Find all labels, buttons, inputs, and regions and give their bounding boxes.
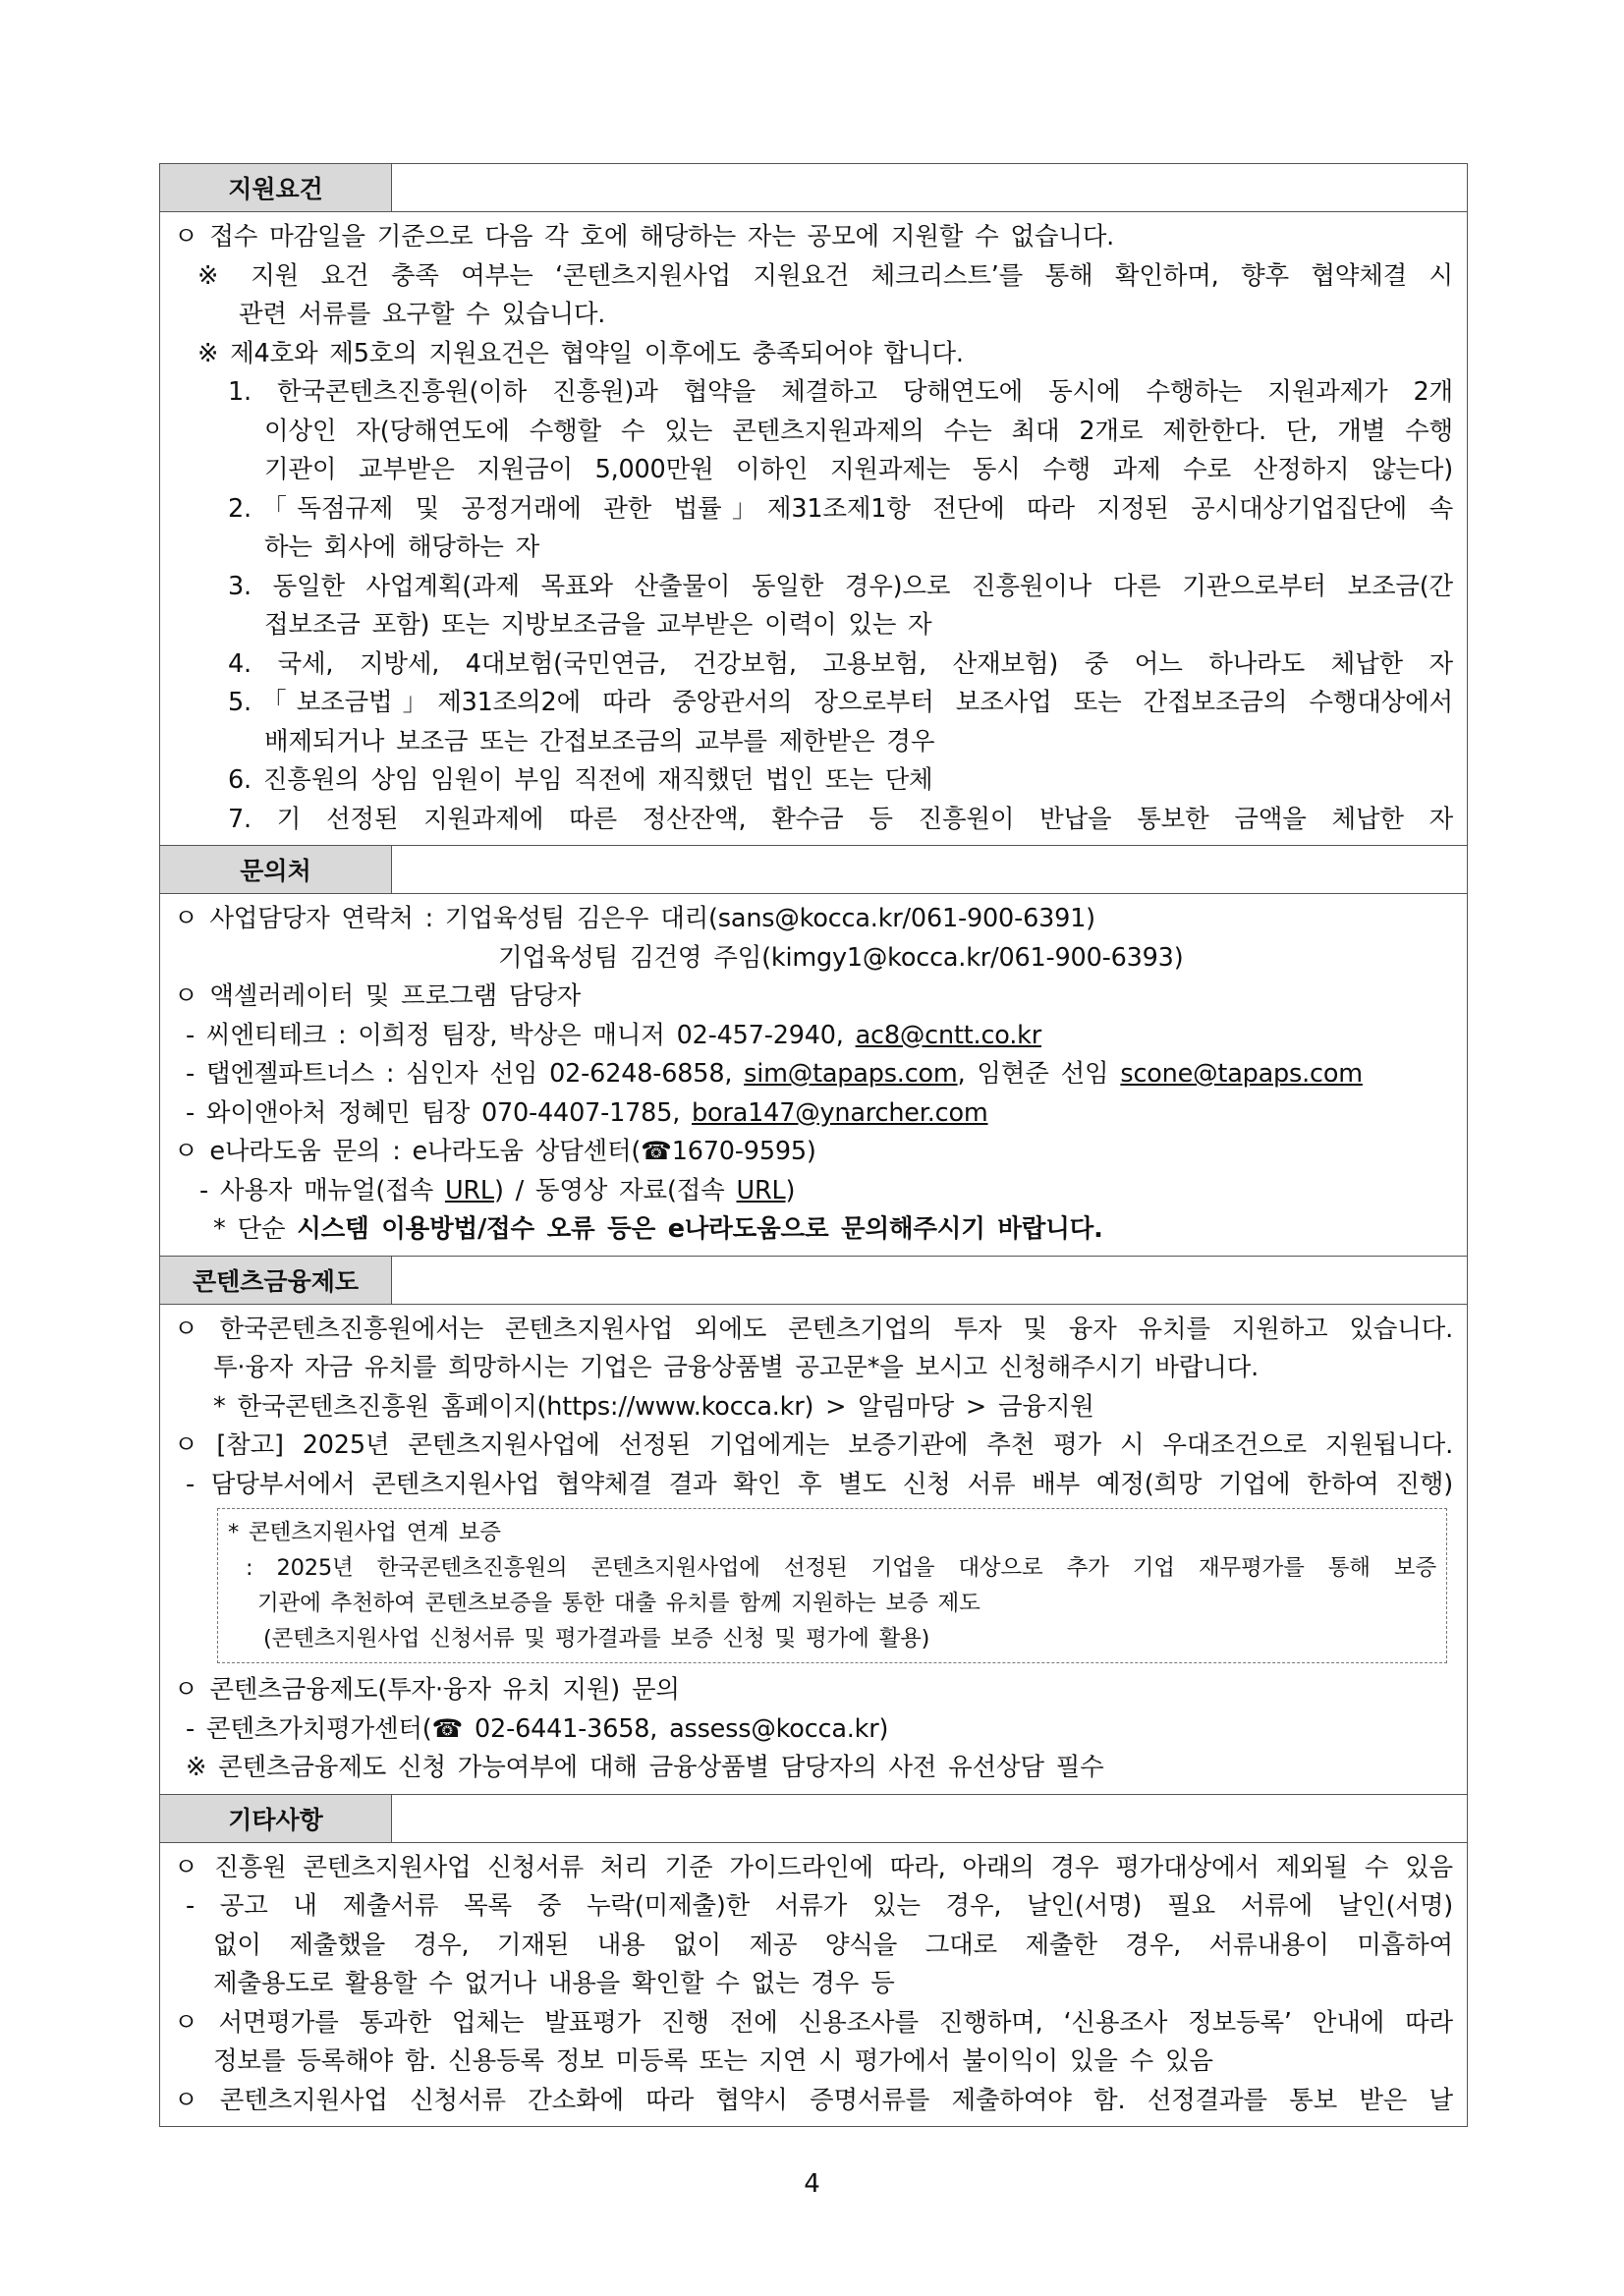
text-line: 하는 회사에 해당하는 자 — [264, 532, 540, 562]
video-url-link[interactable]: URL — [736, 1175, 786, 1205]
section-body-etc — [160, 1843, 1467, 2127]
text-line: 4. 국세, 지방세, 4대보험(국민연금, 건강보험, 고용보험, 산재보험) 중 어느 하나라도 체납한 자 — [228, 648, 1453, 679]
text-line: * 콘텐츠지원사업 연계 보증 — [228, 1520, 501, 1545]
text-line: ※ 제4호와 제5호의 지원요건은 협약일 이후에도 충족되어야 합니다. — [197, 338, 964, 368]
text-line: ㅇ 한국콘텐츠진흥원에서는 콘텐츠지원사업 외에도 콘텐츠기업의 투자 및 융자 유치를 지원하고 있습니다. — [174, 1314, 1453, 1344]
section-body-eligibility — [160, 212, 1467, 845]
email-link[interactable]: scone@tapaps.com — [1120, 1059, 1363, 1089]
section-header-contact — [160, 845, 1467, 894]
text-line: ㅇ 콘텐츠지원사업 신청서류 간소화에 따라 협약시 증명서류를 제출하여야 함. 선정결과를 통보 받은 날 — [174, 2085, 1453, 2115]
section-header-eligibility — [160, 164, 1467, 212]
text-line: 2.「독점규제 및 공정거래에 관한 법률」제31조제1항 전단에 따라 지정된 공시대상기업집단에 속 — [228, 493, 1453, 524]
text-line: ㅇ 접수 마감일을 기준으로 다음 각 호에 해당하는 자는 공모에 지원할 수 없습니다. — [174, 222, 1115, 252]
text-line: 관련 서류를 요구할 수 있습니다. — [239, 300, 606, 329]
text-line: 3. 동일한 사업계획(과제 목표와 산출물이 동일한 경우)으로 진흥원이나 다른 기관으로부터 보조금(간 — [228, 571, 1453, 601]
text-line: - 공고 내 제출서류 목록 중 누락(미제출)한 서류가 있는 경우, 날인(서명) 필요 서류에 날인(서명) — [186, 1891, 1453, 1921]
text-line: - 콘텐츠가치평가센터(☎ 02-6441-3658, assess@kocca.kr) — [186, 1713, 889, 1744]
text-line: 정보를 등록해야 함. 신용등록 정보 미등록 또는 지연 시 평가에서 불이익이 있을 수 있음 — [213, 2046, 1213, 2076]
text-line: 기업육성팀 김건영 주임(kimgy1@kocca.kr/061-900-6393) — [498, 942, 1184, 973]
section-title-etc: 기타사항 — [160, 1795, 392, 1842]
section-header-finance — [160, 1256, 1467, 1305]
email-link[interactable]: sim@tapaps.com — [744, 1059, 958, 1089]
text-line: 접보조금 포함) 또는 지방보조금을 교부받은 이력이 있는 자 — [264, 610, 932, 640]
section-title-eligibility: 지원요건 — [160, 164, 392, 211]
text-line: (콘텐츠지원사업 신청서류 및 평가결과를 보증 신청 및 평가에 활용) — [263, 1626, 930, 1652]
text-line: 제출용도로 활용할 수 없거나 내용을 확인할 수 없는 경우 등 — [213, 1969, 895, 1998]
text-line: 투·융자 자금 유치를 희망하시는 기업은 금융상품별 공고문*을 보시고 신청해주시기 바랍니다. — [213, 1353, 1259, 1382]
text-line: - 와이앤아처 정혜민 팀장 070-4407-1785, bora147@ynarcher.com — [186, 1097, 988, 1128]
manual-url-link[interactable]: URL — [444, 1175, 494, 1205]
text-line: 기관에 추천하여 콘텐츠보증을 통한 대출 유치를 함께 지원하는 보증 제도 — [257, 1591, 980, 1616]
text-line: 5.「보조금법」제31조의2에 따라 중앙관서의 장으로부터 보조사업 또는 간접보조금의 수행대상에서 — [228, 688, 1453, 717]
guarantee-note-box — [217, 1508, 1447, 1663]
text-line: * 한국콘텐츠진흥원 홈페이지(https://www.kocca.kr) > 알림마당 > 금융지원 — [213, 1391, 1094, 1422]
section-body-finance — [160, 1305, 1467, 1794]
text-line: - 씨엔티테크 : 이희정 팀장, 박상은 매니저 02-457-2940, ac8@cntt.co.kr — [186, 1020, 1041, 1050]
text-line: 6. 진흥원의 상임 임원이 부임 직전에 재직했던 법인 또는 단체 — [228, 765, 933, 795]
section-header-etc — [160, 1794, 1467, 1843]
text-line: ㅇ 진흥원 콘텐츠지원사업 신청서류 처리 기준 가이드라인에 따라, 아래의 경우 평가대상에서 제외될 수 있음 — [174, 1852, 1453, 1882]
text-line: ㅇ 액셀러레이터 및 프로그램 담당자 — [174, 981, 582, 1011]
text-line: ㅇ 사업담당자 연락처 : 기업육성팀 김은우 대리(sans@kocca.kr/061-900-6391) — [174, 904, 1095, 933]
section-title-finance: 콘텐츠금융제도 — [160, 1257, 392, 1304]
text-line: 배제되거나 보조금 또는 간접보조금의 교부를 제한받은 경우 — [264, 726, 935, 756]
text-line: ※ 지원 요건 충족 여부는 ‘콘텐츠지원사업 지원요건 체크리스트’를 통해 확인하며, 향후 협약체결 시 — [197, 260, 1453, 291]
text-line: ㅇ e나라도움 문의 : e나라도움 상담센터(☎1670-9595) — [174, 1137, 816, 1166]
text-line: - 담당부서에서 콘텐츠지원사업 협약체결 결과 확인 후 별도 신청 서류 배부 예정(희망 기업에 한하여 진행) — [186, 1469, 1453, 1499]
text-line: ㅇ [참고] 2025년 콘텐츠지원사업에 선정된 기업에게는 보증기관에 추천 평가 시 우대조건으로 지원됩니다. — [174, 1430, 1453, 1460]
text-line: : 2025년 한국콘텐츠진흥원의 콘텐츠지원사업에 선정된 기업을 대상으로 추가 기업 재무평가를 통해 보증 — [246, 1555, 1436, 1581]
email-link[interactable]: ac8@cntt.co.kr — [855, 1020, 1041, 1050]
text-line: 이상인 자(당해연도에 수행할 수 있는 콘텐츠지원과제의 수는 최대 2개로 제한한다. 단, 개별 수행 — [264, 416, 1453, 446]
text-line: 없이 제출했을 경우, 기재된 내용 없이 제공 양식을 그대로 제출한 경우, 서류내용이 미흡하여 — [213, 1930, 1453, 1960]
text-line: * 단순 시스템 이용방법/접수 오류 등은 e나라도움으로 문의해주시기 바랍니다. — [213, 1214, 1103, 1244]
document-table — [159, 163, 1468, 2127]
text-line: 기관이 교부받은 지원금이 5,000만원 이하인 지원과제는 동시 수행 과제 수로 산정하지 않는다) — [264, 455, 1453, 484]
section-title-contact: 문의처 — [160, 846, 392, 893]
text-line: ㅇ 콘텐츠금융제도(투자·융자 유치 지원) 문의 — [174, 1675, 680, 1705]
text-line: - 사용자 매뉴얼(접속 URL) / 동영상 자료(접속 URL) — [199, 1175, 796, 1205]
text-line: 1. 한국콘텐츠진흥원(이하 진흥원)과 협약을 체결하고 당해연도에 동시에 수행하는 지원과제가 2개 — [228, 377, 1453, 407]
page-number: 4 — [804, 2169, 820, 2199]
email-link[interactable]: bora147@ynarcher.com — [692, 1097, 988, 1128]
text-line: ※ 콘텐츠금융제도 신청 가능여부에 대해 금융상품별 담당자의 사전 유선상담 필수 — [186, 1753, 1104, 1782]
text-line: ㅇ 서면평가를 통과한 업체는 발표평가 진행 전에 신용조사를 진행하며, ‘신용조사 정보등록’ 안내에 따라 — [174, 2007, 1453, 2038]
text-line: - 탭엔젤파트너스 : 심인자 선임 02-6248-6858, sim@tapaps.com, 임현준 선임 scone@tapaps.com — [186, 1059, 1363, 1089]
text-line: 7. 기 선정된 지원과제에 따른 정산잔액, 환수금 등 진흥원이 반납을 통보한 금액을 체납한 자 — [228, 804, 1453, 834]
section-body-contact — [160, 894, 1467, 1256]
